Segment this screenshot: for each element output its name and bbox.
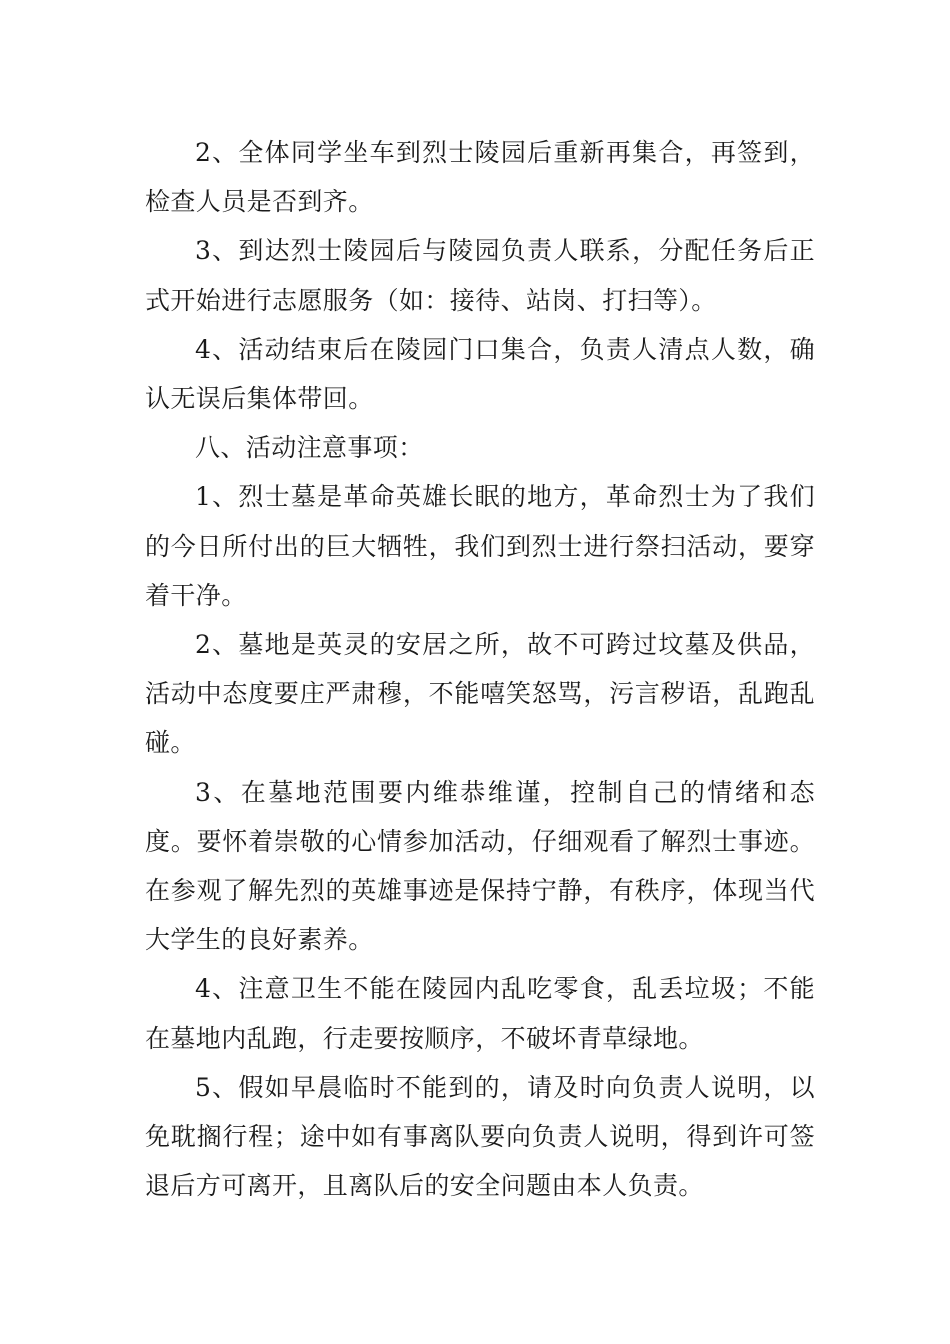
paragraph-note-5: 5、假如早晨临时不能到的，请及时向负责人说明，以免耽搁行程；途中如有事离队要向负责人说明，得到许可签退后方可离开，且离队后的安全问题由本人负责。	[145, 1072, 815, 1201]
paragraph-step-4: 4、活动结束后在陵园门口集合，负责人清点人数，确认无误后集体带回。	[145, 334, 815, 414]
paragraph-note-4: 4、注意卫生不能在陵园内乱吃零食，乱丢垃圾；不能在墓地内乱跑，行走要按顺序，不破坏青草绿地。	[145, 974, 815, 1053]
paragraph-step-2: 2、全体同学坐车到烈士陵园后重新再集合，再签到，检查人员是否到齐。	[145, 138, 815, 217]
document-body	[145, 128, 815, 1210]
paragraph-note-3: 3、在墓地范围要内维恭维谨，控制自己的情绪和态度。要怀着崇敬的心情参加活动，仔细观看了解烈士事迹。在参观了解先烈的英雄事迹是保持宁静，有秩序，体现当代大学生的良好素养。	[145, 777, 815, 955]
paragraph-note-2: 2、墓地是英灵的安居之所，故不可跨过坟墓及供品，活动中态度要庄严肃穆，不能嘻笑怒骂，污言秽语，乱跑乱碰。	[145, 630, 815, 758]
section-heading-notes: 八、活动注意事项：	[195, 433, 424, 463]
paragraph-note-1: 1、烈士墓是革命英雄长眠的地方，革命烈士为了我们的今日所付出的巨大牺牲，我们到烈士进行祭扫活动，要穿着干净。	[145, 482, 815, 610]
paragraph-step-3: 3、到达烈士陵园后与陵园负责人联系，分配任务后正式开始进行志愿服务（如：接待、站岗、打扫等）。	[145, 236, 815, 315]
